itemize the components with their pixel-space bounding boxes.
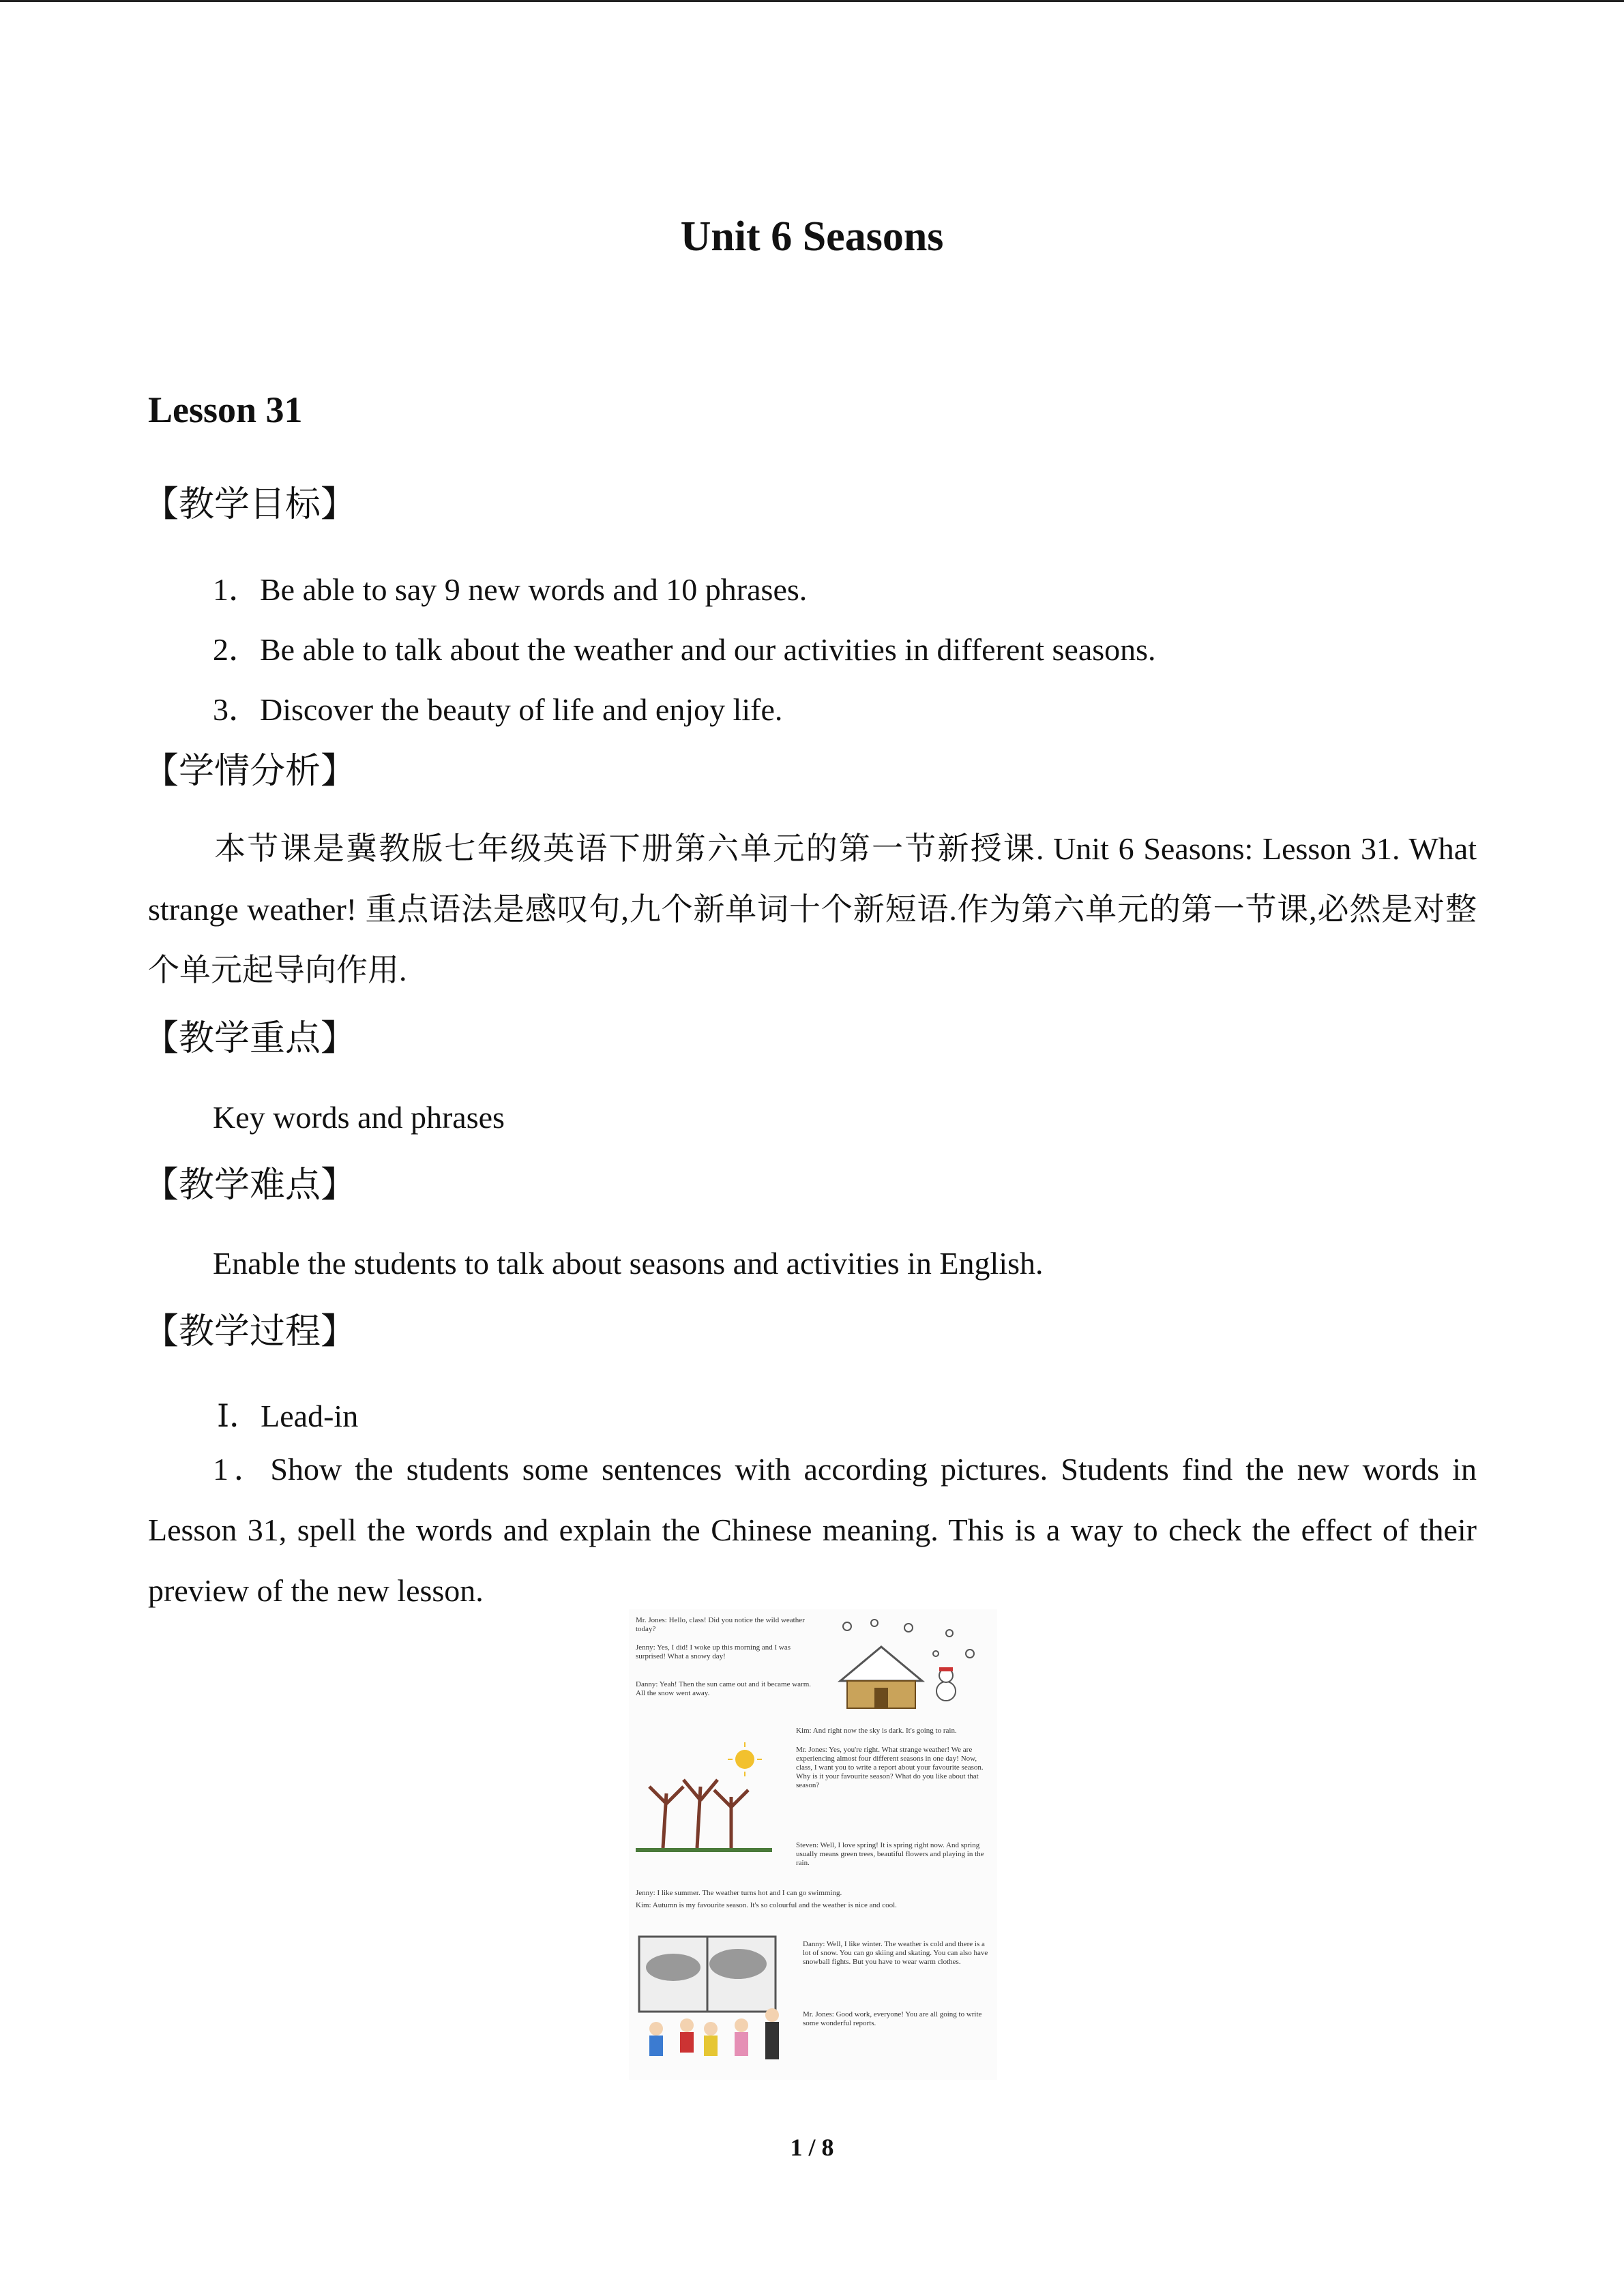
autumn-trees-icon [636,1739,786,1855]
analysis-heading: 【学情分析】 [143,751,357,792]
document-title: Unit 6 Seasons [680,213,944,260]
process-step-detail [148,1439,1477,1621]
lesson-heading: Lesson 31 [148,389,303,430]
key-points-text: Key words and phrases [213,1100,505,1135]
snowy-house-icon [827,1613,990,1715]
process-heading: 【教学过程】 [143,1311,357,1352]
objective-item-2: 2．Be able to talk about the weather and our activities in different seasons. [213,632,1156,667]
page-number: 1 / 8 [790,2134,834,2161]
difficulties-heading: 【教学难点】 [143,1165,357,1206]
objective-item-1: 1．Be able to say 9 new words and 10 phrases. [213,572,808,607]
analysis-paragraph [148,818,1477,1000]
dialogue-line: Mr. Jones: Yes, you're right. What strange weather! We are experiencing almost four different seasons in one day! Now, class, I want you to write a report about your favourite season. Why is it your favourite season? What do you like about that season? [796,1746,984,1789]
objectives-heading: 【教学目标】 [143,484,357,525]
textbook-illustration [629,1609,997,2080]
dialogue-line: Danny: Well, I like winter. The weather is cold and there is a lot of snow. You can go skiing and skating. You can also have snowball fights. But you have to wear warm clothes. [803,1940,988,1966]
dialogue-line: Mr. Jones: Hello, class! Did you notice the wild weather today? [636,1616,805,1633]
process-step-detail-text: 1．Show the students some sentences with according pictures. Students find the new words in Lesson 31, spell the words and explain the Chinese meaning. This is a way to check the effect of their preview of the new lesson. [148,1452,1477,1608]
difficulties-text: Enable the students to talk about seasons and activities in English. [213,1246,1044,1281]
dialogue-line: Mr. Jones: Good work, everyone! You are all going to write some wonderful reports. [803,2010,982,2027]
dialogue-line: Danny: Yeah! Then the sun came out and it became warm. All the snow went away. [636,1680,812,1697]
dialogue-line: Kim: Autumn is my favourite season. It's so colourful and the weather is nice and cool. [636,1901,897,1909]
dialogue-line: Jenny: Yes, I did! I woke up this morning and I was surprised! What a snowy day! [636,1643,791,1660]
classroom-window-icon [636,1933,793,2073]
objective-item-3: 3．Discover the beauty of life and enjoy life. [213,692,783,727]
dialogue-line: Steven: Well, I love spring! It is spring right now. And spring usually means green trees, beautiful flowers and playing in the rain. [796,1841,984,1867]
page-top-border [0,0,1624,2]
process-step-lead-in: Ⅰ．Lead-in [217,1399,359,1433]
key-points-heading: 【教学重点】 [143,1018,357,1059]
analysis-text: 本节课是冀教版七年级英语下册第六单元的第一节新授课. Unit 6 Seasons: Lesson 31. What strange weather! 重点语法是感叹句,九个新单词十个新短语.作为第六单元的第一节课,必然是对整个单元起导向作用. [148,831,1477,987]
dialogue-line: Kim: And right now the sky is dark. It's going to rain. [796,1727,957,1735]
dialogue-line: Jenny: I like summer. The weather turns hot and I can go swimming. [636,1889,842,1897]
